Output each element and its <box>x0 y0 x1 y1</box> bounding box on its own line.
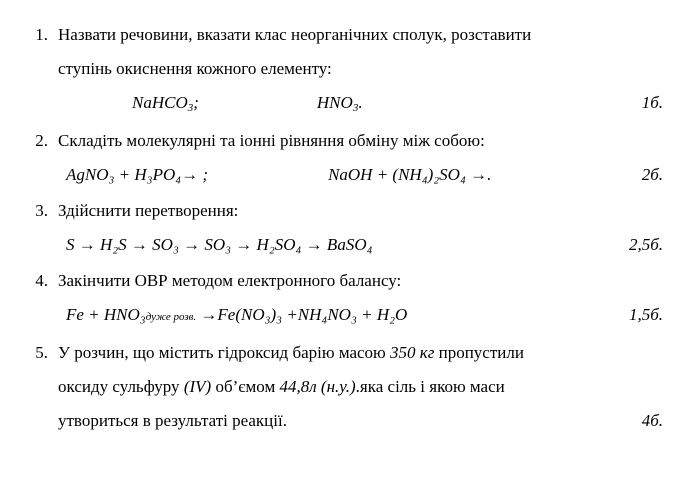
task-4-formula-row <box>58 298 669 334</box>
task-5-mass-value: 350 кг <box>390 343 435 362</box>
task-1-points: 1б. <box>641 93 663 112</box>
task-3-equation: S → H₂S → SO₃ → SO₃ → H₂SO₄ → BaSO₄ <box>66 235 373 254</box>
task-1-text-line-1: Назвати речовини, вказати клас неорганічних сполук, розставити <box>58 25 532 44</box>
task-5-last-line-row <box>58 404 669 438</box>
task-number-4: 4. <box>35 271 48 290</box>
task-2-equation-right: NaOH + (NH₄)₂SO₄ →. <box>328 165 492 184</box>
task-2-points: 2б. <box>641 165 663 184</box>
task-2-text-line-1: Складіть молекулярні та іонні рівняння обміну між собою: <box>58 131 485 150</box>
task-item-3 <box>18 194 669 262</box>
task-4-equation-note: дуже розв. <box>145 311 197 323</box>
task-item-2 <box>18 124 669 192</box>
task-4-points: 1,5б. <box>628 305 663 324</box>
task-1-formula-right: $HNO_3$. <box>316 93 363 114</box>
task-list <box>18 18 669 438</box>
task-number-3: 3. <box>35 201 48 220</box>
task-5-text-line-3: утвориться в результаті реакції. <box>58 411 287 430</box>
task-1-formula-left: NaHCO$_3$; <box>132 93 199 114</box>
task-4-equation: Fe + HNO₃дуже розв. →Fe(NO₃)₃ +NH₄NO₃ + H₂O <box>66 305 408 324</box>
task-2-formula-row <box>58 158 669 192</box>
task-number-2: 2. <box>35 131 48 150</box>
task-item-4 <box>18 264 669 334</box>
task-1-formula-row <box>58 86 669 122</box>
task-5-valence: (IV) <box>183 377 212 396</box>
task-item-1 <box>18 18 669 122</box>
task-3-points: 2,5б. <box>628 235 663 254</box>
task-number-5: 5. <box>35 343 48 362</box>
task-2-equation-left: AgNO₃ + H₃PO₄→ ; <box>66 165 209 184</box>
task-3-formula-row <box>58 228 669 262</box>
task-5-text-line-1: У розчин, що містить гідроксид барію масою 350 кг пропустили <box>58 343 524 362</box>
task-3-text-line-1: Здійснити перетворення: <box>58 201 239 220</box>
task-1-text-line-2: ступінь окиснення кожного елементу: <box>58 59 332 78</box>
task-5-points: 4б. <box>641 411 663 430</box>
task-item-5 <box>18 336 669 438</box>
task-5-text-line-2: оксиду сульфуру (IV) об’ємом 44,8л (н.у.).яка сіль і якою маси <box>58 377 505 396</box>
task-number-1: 1. <box>35 25 48 44</box>
task-5-volume-value: 44,8л (н.у.) <box>279 377 356 396</box>
task-4-text-line-1: Закінчити ОВР методом електронного балансу: <box>58 271 402 290</box>
